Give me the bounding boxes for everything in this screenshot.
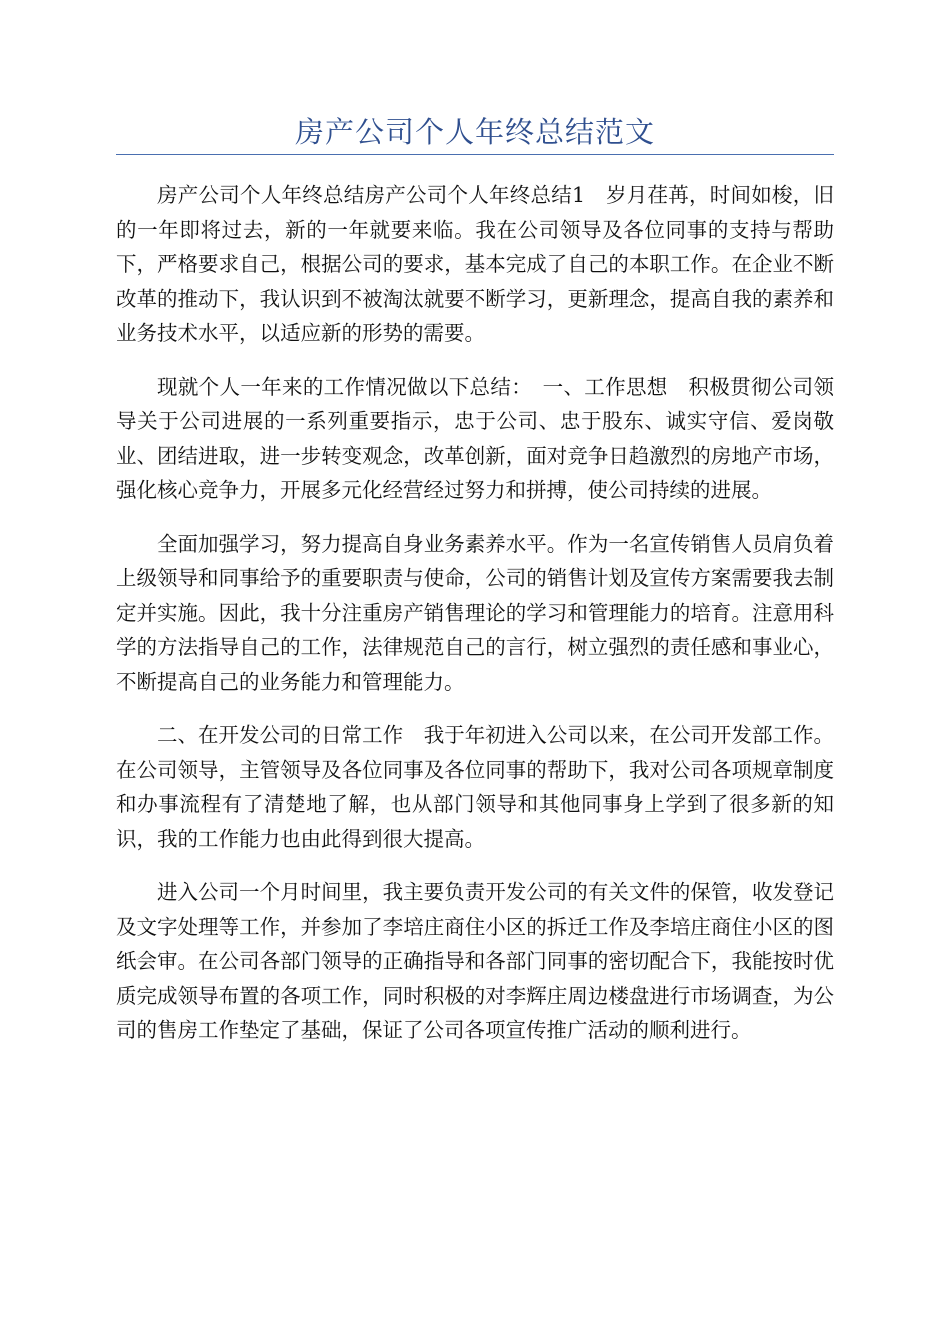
paragraph-first-month: 进入公司一个月时间里，我主要负责开发公司的有关文件的保管，收发登记及文字处理等工作，并参加了李培庄商住小区的拆迁工作及李培庄商住小区的图纸会审。在公司各部门领导的正确指导和各部门同事的密切配合下，我能按时优质完成领导布置的各项工作，同时积极的对李辉庄周边楼盘进行市场调查，为公司的售房工作垫定了基础，保证了公司各项宣传推广活动的顺利进行。 xyxy=(116,880,834,1042)
paragraph-daily-work: 二、在开发公司的日常工作 我于年初进入公司以来，在公司开发部工作。在公司领导，主管领导及各位同事及各位同事的帮助下，我对公司各项规章制度和办事流程有了清楚地了解，也从部门领导和其他同事身上学到了很多新的知识，我的工作能力也由此得到很大提高。 xyxy=(116,723,834,851)
title-underline xyxy=(116,154,834,155)
paragraph-work-thoughts: 现就个人一年来的工作情况做以下总结： 一、工作思想 积极贯彻公司领导关于公司进展的一系列重要指示，忠于公司、忠于股东、诚实守信、爱岗敬业、团结进取，进一步转变观念，改革创新，面对竞争日趋激烈的房地产市场，强化核心竞争力，开展多元化经营经过努力和拼搏，使公司持续的进展。 xyxy=(116,374,834,502)
document-title: 房产公司个人年终总结范文 xyxy=(294,115,655,149)
paragraph-intro: 房产公司个人年终总结房产公司个人年终总结1 岁月荏苒，时间如梭，旧的一年即将过去，新的一年就要来临。我在公司领导及各位同事的支持与帮助下，严格要求自己，根据公司的要求，基本完成了自己的本职工作。在企业不断改革的推动下，我认识到不被淘汰就要不断学习，更新理念，提高自我的素养和业务技术水平，以适应新的形势的需要。 xyxy=(116,183,834,345)
document-body xyxy=(116,178,834,1067)
paragraph-learning: 全面加强学习，努力提高自身业务素养水平。作为一名宣传销售人员肩负着上级领导和同事给予的重要职责与使命，公司的销售计划及宣传方案需要我去制定并实施。因此，我十分注重房产销售理论的学习和管理能力的培育。注意用科学的方法指导自己的工作，法律规范自己的言行，树立强烈的责任感和事业心，不断提高自己的业务能力和管理能力。 xyxy=(116,531,834,694)
